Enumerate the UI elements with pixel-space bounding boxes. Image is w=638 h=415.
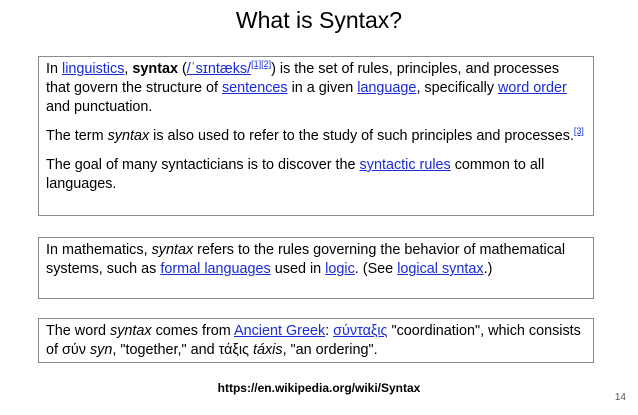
text: . (See: [354, 261, 398, 277]
emphasis: táxis: [252, 342, 283, 358]
link-language[interactable]: language: [357, 80, 417, 96]
mathematics-box: [38, 237, 594, 299]
text: in a given: [287, 80, 358, 96]
text: ,: [124, 61, 133, 77]
goal-paragraph: [46, 156, 586, 194]
text: and punctuation.: [46, 99, 153, 115]
emphasis: syntax: [151, 242, 194, 258]
text: In mathematics,: [46, 242, 152, 258]
emphasis: syn: [89, 342, 113, 358]
link-greek-word[interactable]: σύνταξις: [333, 323, 388, 339]
link-logic[interactable]: logic: [325, 261, 355, 277]
link-ancient-greek[interactable]: Ancient Greek: [233, 323, 326, 339]
link-formal-languages[interactable]: formal languages: [160, 261, 271, 277]
text: refers to the rules governing the behavior of mathematical systems, such as: [46, 242, 566, 277]
text: .): [483, 261, 493, 277]
text: is also used to refer to the study of such principles and processes.: [149, 128, 574, 144]
text: , "together," and τάξις: [112, 342, 253, 358]
etymology-paragraph: [46, 322, 586, 360]
citation-3[interactable]: [3]: [573, 126, 584, 136]
etymology-box: [38, 318, 594, 363]
source-url: https://en.wikipedia.org/wiki/Syntax: [217, 381, 421, 395]
page-number: 14: [614, 392, 626, 403]
text: "coordination", which consists of σύν: [46, 323, 581, 358]
link-syntactic-rules[interactable]: syntactic rules: [359, 157, 451, 173]
link-linguistics[interactable]: linguistics: [62, 61, 125, 77]
link-word-order[interactable]: word order: [498, 80, 567, 96]
slide-title: What is Syntax?: [235, 7, 403, 33]
text: , specifically: [416, 80, 499, 96]
text: The term: [46, 128, 108, 144]
text: The word: [46, 323, 110, 339]
text: comes from: [151, 323, 234, 339]
definition-paragraph: [46, 60, 586, 117]
text: :: [325, 323, 334, 339]
term-syntax: syntax: [132, 61, 178, 77]
definition-box: [38, 56, 594, 216]
text: In: [46, 61, 62, 77]
text: ) is the set of rules, principles, and processes that govern the structure of: [46, 61, 560, 96]
emphasis: syntax: [110, 323, 152, 339]
mathematics-paragraph: [46, 241, 586, 279]
link-ipa-pronunciation[interactable]: /ˈsɪntæks/: [186, 61, 252, 77]
emphasis: syntax: [107, 128, 150, 144]
citation-1[interactable]: [1]: [251, 59, 262, 69]
link-sentences[interactable]: sentences: [221, 80, 288, 96]
text: (: [178, 61, 187, 77]
text: , "an ordering".: [282, 342, 378, 358]
link-logical-syntax[interactable]: logical syntax: [397, 261, 484, 277]
citation-2[interactable]: [2]: [261, 59, 272, 69]
text: The goal of many syntacticians is to discover the: [46, 157, 360, 173]
text: used in: [270, 261, 326, 277]
study-paragraph: [46, 127, 586, 146]
text: common to all languages.: [46, 157, 545, 192]
